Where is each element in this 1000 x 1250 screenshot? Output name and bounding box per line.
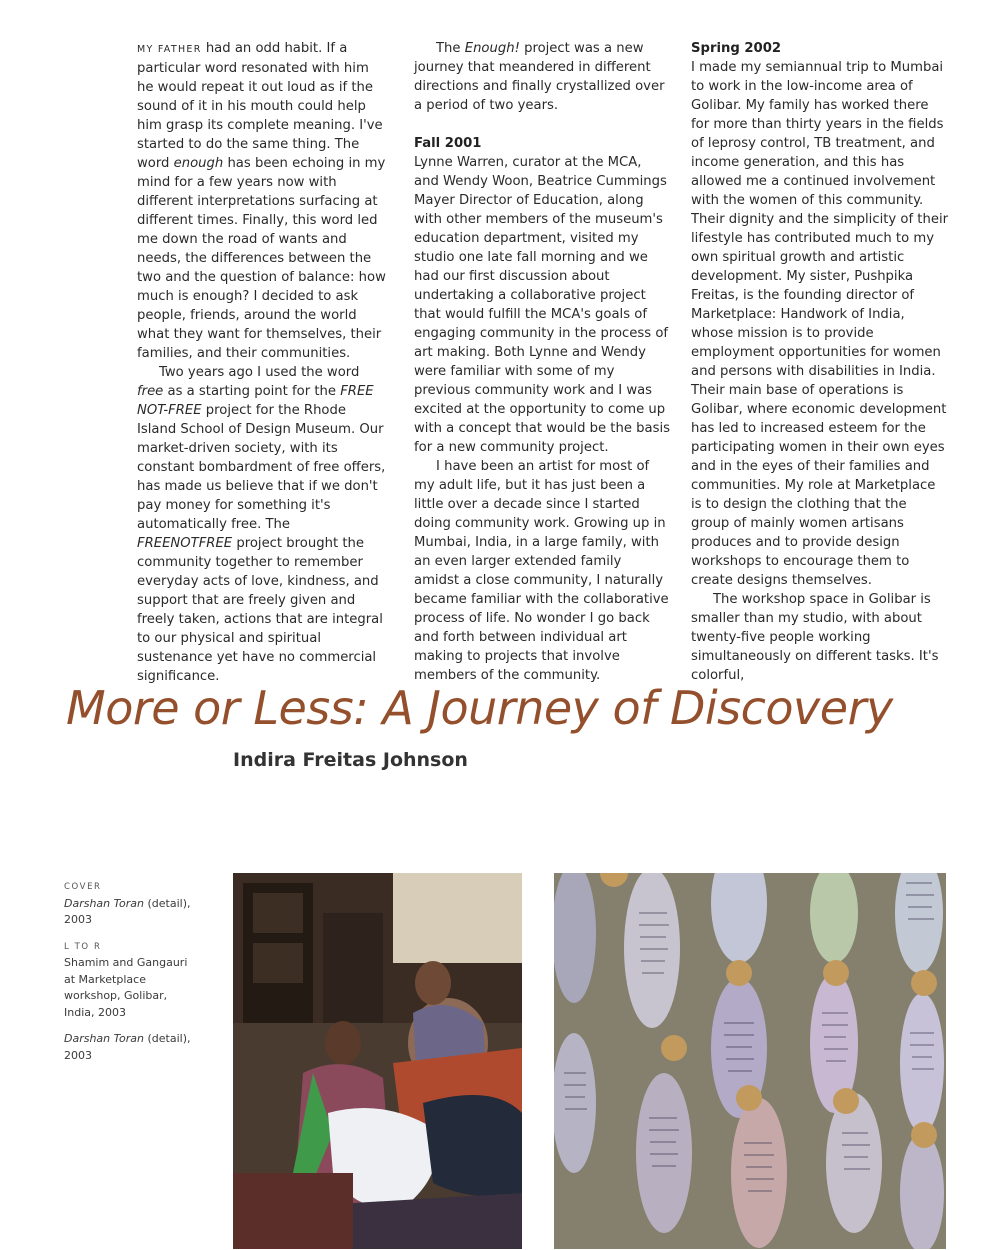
emphasis: enough (173, 156, 224, 171)
caption-detail: (detail), 2003 (64, 896, 191, 926)
caption-cover (64, 879, 199, 929)
text-column-3 (691, 39, 949, 685)
emphasis: FREENOTFREE (137, 536, 233, 551)
emphasis: free (137, 384, 164, 399)
paragraph-text: project was a new journey that meandered in different directions and finally crystallized over a period of two years. (414, 41, 665, 113)
caption-detail-block (64, 1031, 199, 1064)
caption-text (64, 896, 199, 929)
darshan-toran-illustration (554, 873, 946, 1249)
paragraph (137, 363, 389, 686)
paragraph: Lynne Warren, curator at the MCA, and Wendy Woon, Beatrice Cummings Mayer Director of Education, along with other members of the museum's education department, visited my studio one late fall morning and we had our first discussion about undertaking a collaborative project that would fulfill the MCA's goals of engaging community in the process of art making. Both Lynne and Wendy were familiar with some of my previous community work and I was excited at the opportunity to come up with a concept that would be the basis for a new community project. (414, 155, 670, 455)
darshan-toran-photo (554, 873, 946, 1249)
paragraph-text: Two years ago I used the word (159, 365, 360, 380)
photo-captions (64, 879, 199, 1074)
article-title: More or Less: A Journey of Discovery (66, 681, 893, 735)
caption-text: Shamim and Gangauri at Marketplace workshop, Golibar, India, 2003 (64, 956, 188, 1019)
caption-ltor (64, 939, 199, 1022)
paragraph: I have been an artist for most of my adult life, but it has just been a little over a decade since I started doing community work. Growing up in Mumbai, India, in a large family, with an even larger extended family amidst a close community, I naturally became familiar with the collaborative process of life. No wonder I go back and forth between individual art making to projects that involve members of the community. (414, 459, 669, 683)
paragraph (137, 39, 389, 363)
text-column-2 (414, 39, 670, 685)
section-heading: Spring 2002 (691, 41, 782, 56)
article-author: Indira Freitas Johnson (233, 749, 468, 771)
paragraph (414, 39, 670, 115)
caption-detail: (detail), 2003 (64, 1032, 191, 1062)
paragraph-text: project for the Rhode Island School of Design Museum. Our market-driven society, with its constant bombardment of free offers, has made us believe that if we don't pay money for something it's automatically free. The (137, 403, 386, 532)
workshop-photo (233, 873, 522, 1249)
paragraph-text: The (436, 41, 465, 56)
paragraph-text: as a starting point for the (163, 384, 341, 399)
workshop-photo-illustration (233, 873, 522, 1249)
lead-in: MY FATHER (137, 44, 202, 55)
emphasis: Enough! (464, 41, 520, 56)
emphasis: FREE NOT-FREE (137, 384, 374, 418)
caption-text (64, 1031, 199, 1064)
paragraph: I made my semiannual trip to Mumbai to work in the low-income area of Golibar. My family has worked there for more than thirty years in the fields of leprosy control, TB treatment, and income generation, and this has allowed me a continued involvement with the women of this community. Their dignity and the simplicity of their lifestyle has contributed much to my own spiritual growth and artistic development. My sister, Pushpika Freitas, is the founding director of Marketplace: Handwork of India, whose mission is to provide employment opportunities for women and persons with disabilities in India. Their main base of operations is Golibar, where economic development has led to increased esteem for the participating women in their own eyes and in the eyes of their families and communities. My role at Marketplace is to design the clothing that the group of mainly women artisans produces and to provide design workshops to encourage them to create designs themselves. (691, 60, 949, 588)
paragraph: The workshop space in Golibar is smaller than my studio, with about twenty-five people working simultaneously on different tasks. It's colorful, (691, 592, 939, 683)
caption-artwork-title: Darshan Toran (64, 896, 144, 910)
paragraph-text: project brought the community together to remember everyday acts of love, kindness, and support that are freely given and freely taken, actions that are integral to our physical and spiritual sustenance yet have no commercial significance. (137, 536, 383, 684)
paragraph-text: has been echoing in my mind for a few years now with different interpretations surfacing at different times. Finally, this word led me down the road of wants and needs, the differences between the two and the question of balance: how much is enough? I decided to ask people, friends, around the world what they want for themselves, their families, and their communities. (137, 156, 386, 361)
text-column-1 (137, 39, 389, 686)
section-heading: Fall 2001 (414, 136, 482, 151)
caption-label: COVER (64, 882, 102, 892)
caption-label: L TO R (64, 941, 102, 952)
caption-artwork-title: Darshan Toran (64, 1032, 144, 1045)
paragraph-text: had an odd habit. If a particular word resonated with him he would repeat it out loud as if the sound of it in his mouth could help him grasp its complete meaning. I've started to do the same thing. The word (137, 41, 383, 171)
